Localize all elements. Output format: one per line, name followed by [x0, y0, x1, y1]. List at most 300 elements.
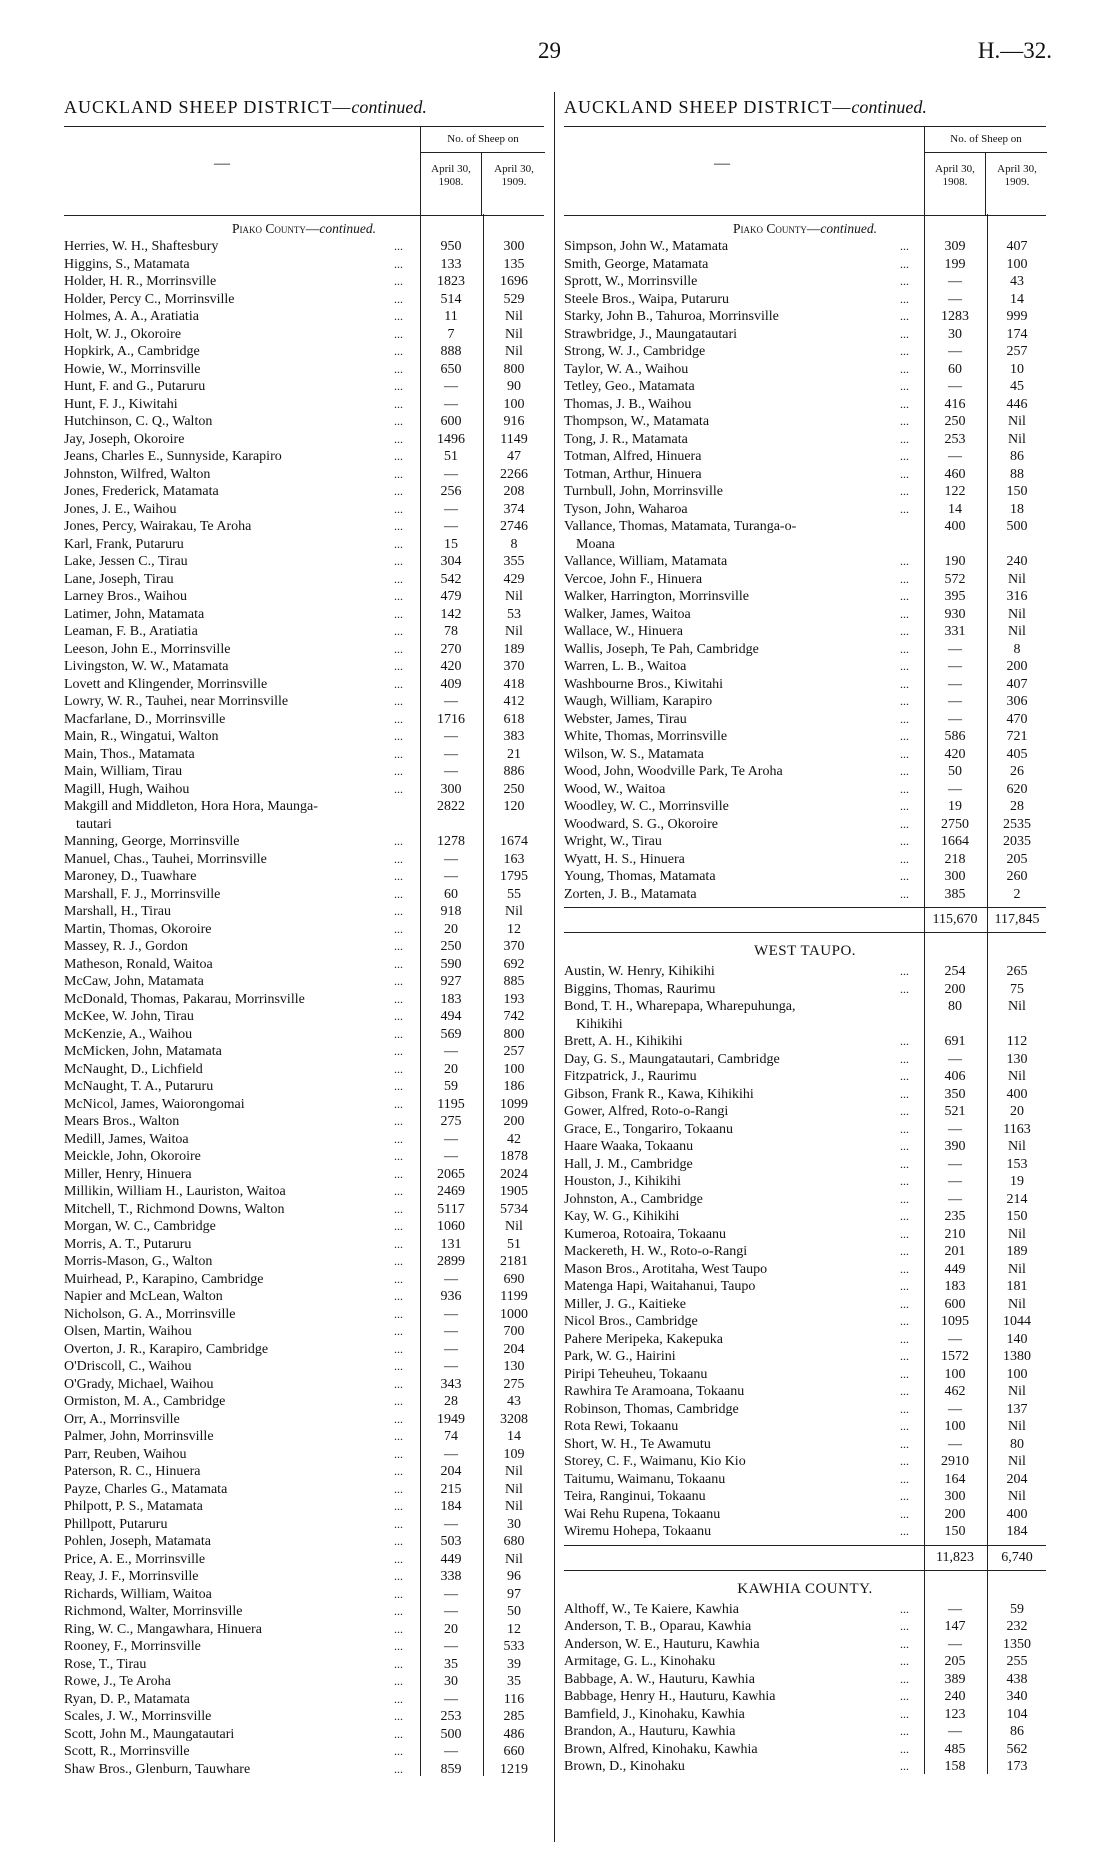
sheep-1908: 449	[944, 1261, 966, 1277]
sheep-1909: 1795	[500, 869, 528, 884]
leader-dots: ...	[900, 256, 909, 271]
sheep-1908: —	[948, 781, 962, 797]
leader-dots: ...	[900, 1244, 909, 1258]
table-row	[564, 1243, 1046, 1261]
sheep-1908: 514	[440, 291, 462, 307]
sheep-1908: 420	[944, 746, 966, 762]
sheep-1909: 88	[1010, 466, 1024, 482]
holder-name: Makgill and Middleton, Hora Hora, Maunga-	[64, 799, 318, 814]
holder-name: Walker, James, Waitoa	[564, 606, 691, 622]
holder-name: Orr, A., Morrinsville	[64, 1411, 180, 1427]
table-row	[564, 746, 1046, 764]
leader-dots: ...	[394, 1429, 403, 1443]
table-row	[64, 553, 544, 571]
table-row	[64, 1743, 544, 1761]
table-row	[564, 1436, 1046, 1454]
sheep-1908: —	[444, 466, 458, 482]
table-row	[564, 1296, 1046, 1314]
leader-dots: ...	[900, 414, 909, 428]
table-row	[564, 658, 1046, 676]
sheep-1908: 1716	[437, 711, 465, 727]
sheep-1909: 59	[1010, 1601, 1024, 1617]
leader-dots: ...	[394, 1586, 403, 1601]
leader-dots: ...	[394, 1376, 403, 1391]
holder-name: Martin, Thomas, Okoroire	[64, 921, 212, 937]
table-row	[564, 1506, 1046, 1524]
holder-name: Vallance, Thomas, Matamata, Turanga-o-	[564, 519, 797, 534]
sheep-1909: 562	[1006, 1741, 1028, 1757]
holder-name: Hunt, F. J., Kiwitahi	[64, 396, 178, 412]
holder-name: Brown, Alfred, Kinohaku, Kawhia	[564, 1741, 758, 1757]
sheep-1908: 51	[444, 449, 458, 464]
sheep-1909: 1099	[500, 1096, 528, 1112]
sheep-1908: —	[444, 1324, 458, 1339]
table-row	[564, 501, 1046, 519]
holder-name: Storey, C. F., Waimanu, Kio Kio	[564, 1454, 746, 1469]
leader-dots: ...	[900, 1156, 909, 1171]
sheep-1909: 1380	[1003, 1349, 1031, 1364]
holder-name: Marshall, H., Tirau	[64, 904, 171, 919]
sheep-1909: 8	[1013, 641, 1021, 657]
sheep-1908: 250	[440, 939, 462, 954]
column-rule	[924, 214, 925, 1774]
sheep-1909: Nil	[1008, 1419, 1026, 1434]
sheep-1908: 503	[440, 1534, 462, 1549]
leader-dots: ...	[394, 1534, 403, 1548]
sheep-1908: 158	[944, 1759, 966, 1774]
leader-dots: ...	[900, 816, 909, 831]
leader-dots: ...	[900, 1121, 909, 1136]
holder-name: Lowry, W. R., Tauhei, near Morrinsville	[64, 694, 289, 709]
sheep-1908: 420	[440, 659, 462, 674]
sheep-1909: Nil	[1008, 1454, 1026, 1469]
holder-name: Price, A. E., Morrinsville	[64, 1551, 206, 1567]
leader-dots: ...	[900, 501, 909, 516]
leader-dots: ...	[394, 991, 403, 1006]
leader-dots: ...	[394, 624, 403, 638]
sheep-1908: 201	[944, 1244, 966, 1259]
sheep-1909: 173	[1006, 1759, 1028, 1774]
table-row	[64, 1078, 544, 1096]
holder-name: Jay, Joseph, Okoroire	[64, 431, 185, 447]
sheep-1909: 2746	[500, 519, 528, 534]
sheep-1908: 385	[944, 886, 966, 902]
sheep-1909: 257	[503, 1044, 525, 1059]
holder-name: Livingston, W. W., Matamata	[64, 659, 229, 674]
sheep-1908: 60	[444, 886, 458, 902]
sheep-1908: 199	[944, 256, 966, 272]
sheep-1909: 204	[1006, 1471, 1028, 1487]
holder-name: Sprott, W., Morrinsville	[564, 274, 698, 289]
holder-name: Babbage, A. W., Hauturu, Kawhia	[564, 1671, 755, 1687]
leader-dots: ...	[900, 309, 909, 323]
holder-name: Starky, John B., Tahuroa, Morrinsville	[564, 309, 779, 324]
table-row	[564, 1653, 1046, 1671]
table-row	[564, 1366, 1046, 1384]
holder-name: Totman, Alfred, Hinuera	[564, 449, 702, 464]
leader-dots: ...	[394, 1236, 403, 1251]
leader-dots: ...	[394, 1709, 403, 1723]
table-row	[64, 1096, 544, 1114]
sheep-1908: —	[444, 746, 458, 762]
leader-dots: ...	[394, 1149, 403, 1163]
holder-name: Nicol Bros., Cambridge	[564, 1314, 698, 1329]
holder-name: Main, R., Wingatui, Walton	[64, 729, 219, 744]
sheep-1908: 1496	[437, 431, 465, 447]
holder-name: Kumeroa, Rotoaira, Tokaanu	[564, 1226, 727, 1242]
sheep-1908: 28	[444, 1394, 458, 1409]
sheep-1909: 690	[503, 1271, 525, 1287]
sheep-1908: —	[444, 1044, 458, 1059]
leader-dots: ...	[900, 571, 909, 586]
holder-name: Holder, Percy C., Morrinsville	[64, 291, 235, 307]
sheep-1909: 214	[1006, 1191, 1028, 1207]
sheep-1908: —	[948, 1174, 962, 1189]
sheep-1908: —	[444, 1639, 458, 1654]
holder-name: Piripi Teheuheu, Tokaanu	[564, 1366, 708, 1382]
table-row	[64, 1253, 544, 1271]
leader-dots: ...	[394, 1551, 403, 1566]
leader-dots: ...	[900, 1506, 909, 1521]
table-row	[564, 798, 1046, 816]
sheep-1908: —	[444, 1446, 458, 1462]
holder-name: Wright, W., Tirau	[564, 834, 662, 849]
sheep-1909: 200	[503, 1114, 525, 1129]
table-row	[564, 1453, 1046, 1471]
table-row	[64, 273, 544, 291]
sheep-1909: 886	[503, 764, 525, 779]
sheep-1908: 542	[440, 571, 462, 587]
section-title-left	[64, 97, 544, 118]
leader-dots: ...	[900, 449, 909, 463]
table-row	[64, 1148, 544, 1166]
sheep-1908: —	[948, 676, 962, 692]
table-row	[564, 1103, 1046, 1121]
piako-total-1908: 115,670	[932, 912, 978, 927]
leader-dots: ...	[900, 1226, 909, 1241]
sheep-1908: 390	[944, 1139, 966, 1154]
table-row	[64, 1481, 544, 1499]
holder-name: Hopkirk, A., Cambridge	[64, 344, 200, 359]
sheep-1909: 500	[1006, 519, 1028, 534]
sheep-1908: —	[948, 641, 962, 657]
sheep-1908: —	[444, 519, 458, 534]
sheep-1908: 1664	[941, 834, 969, 849]
holder-name: Warren, L. B., Waitoa	[564, 659, 687, 674]
sheep-1909: 86	[1010, 1724, 1024, 1739]
holder-name: Park, W. G., Hairini	[564, 1349, 676, 1364]
sheep-1908: —	[444, 1744, 458, 1759]
table-row	[64, 256, 544, 274]
sheep-1909: 692	[503, 956, 525, 972]
holder-name: Taitumu, Waimanu, Tokaanu	[564, 1471, 726, 1487]
leader-dots: ...	[394, 1289, 403, 1303]
table-row	[564, 781, 1046, 799]
sheep-1909: 30	[507, 1516, 521, 1532]
leader-dots: ...	[394, 1184, 403, 1198]
holder-name: Manning, George, Morrinsville	[64, 834, 240, 849]
holder-name: Strong, W. J., Cambridge	[564, 344, 706, 359]
leader-dots: ...	[394, 904, 403, 918]
leader-dots: ...	[394, 1341, 403, 1356]
table-row	[64, 1358, 544, 1376]
sheep-1909: 355	[503, 554, 525, 569]
sheep-1909: 100	[503, 1061, 525, 1077]
sheep-1908: 200	[944, 981, 966, 997]
sheep-1909: Nil	[1008, 571, 1026, 587]
table-row	[64, 956, 544, 974]
table-row	[64, 991, 544, 1009]
sheep-1908: 270	[440, 641, 462, 657]
leader-dots: ...	[900, 1191, 909, 1206]
leader-dots: ...	[900, 964, 909, 978]
table-row	[564, 518, 1046, 536]
sheep-1909: 90	[507, 379, 521, 394]
sheep-1908: 164	[944, 1471, 966, 1487]
sheep-1908: 331	[944, 624, 966, 639]
sheep-1909: 189	[1006, 1244, 1028, 1259]
holder-name: Miller, J. G., Kaitieke	[564, 1296, 686, 1312]
holder-name: Mears Bros., Walton	[64, 1114, 180, 1129]
sheep-1909: 260	[1006, 869, 1028, 884]
sheep-1909: 14	[1010, 291, 1024, 307]
leader-dots: ...	[900, 869, 909, 883]
table-row	[564, 963, 1046, 981]
leader-dots: ...	[900, 1279, 909, 1293]
sheep-1908: 927	[440, 974, 462, 989]
sheep-1908: —	[444, 1586, 458, 1602]
leader-dots: ...	[394, 501, 403, 516]
sheep-1909: 2024	[500, 1166, 528, 1182]
table-row	[64, 1393, 544, 1411]
sheep-1908: 14	[948, 501, 962, 517]
table-row	[564, 326, 1046, 344]
table-row	[64, 291, 544, 309]
sheep-1909: 39	[507, 1656, 521, 1672]
sheep-1908: 2469	[437, 1184, 465, 1199]
holder-name: Young, Thomas, Matamata	[564, 869, 716, 884]
table-row	[564, 1348, 1046, 1366]
table-row	[64, 1568, 544, 1586]
sheep-1909: 100	[503, 396, 525, 412]
holder-name: Fitzpatrick, J., Raurimu	[564, 1069, 697, 1084]
sheep-1908: 400	[944, 519, 966, 534]
sheep-1909: 412	[503, 694, 525, 709]
table-row	[564, 431, 1046, 449]
table-row	[64, 1376, 544, 1394]
table-row	[64, 1218, 544, 1236]
leader-dots: ...	[394, 676, 403, 691]
left-column	[64, 97, 544, 1778]
holder-name: Olsen, Martin, Waihou	[64, 1324, 192, 1339]
sheep-1909: 275	[503, 1376, 525, 1392]
sheep-1909: 1350	[1003, 1636, 1031, 1652]
sheep-1909: 20	[1010, 1104, 1024, 1119]
holder-name: Wilson, W. S., Matamata	[564, 746, 704, 762]
holder-name: Kay, W. G., Kihikihi	[564, 1209, 680, 1224]
table-row	[64, 1621, 544, 1639]
sheep-1908: 389	[944, 1671, 966, 1687]
table-row	[564, 1051, 1046, 1069]
sheep-1909: 186	[503, 1079, 525, 1094]
table-row	[64, 588, 544, 606]
leader-dots: ...	[900, 886, 909, 901]
leader-dots: ...	[900, 484, 909, 498]
sheep-1908: 1278	[437, 834, 465, 849]
table-row	[64, 1656, 544, 1674]
sheep-1908: 20	[444, 921, 458, 937]
holder-name: Wiremu Hohepa, Tokaanu	[564, 1524, 712, 1539]
sheep-1909: 383	[503, 729, 525, 744]
sheep-1908: 131	[440, 1236, 462, 1252]
holder-name: Mackereth, H. W., Roto-o-Rangi	[564, 1244, 748, 1259]
table-row	[64, 1673, 544, 1691]
sheep-1909: 35	[507, 1674, 521, 1689]
holder-name: Parr, Reuben, Waihou	[64, 1446, 187, 1462]
table-row	[64, 466, 544, 484]
table-row	[564, 1723, 1046, 1741]
leader-dots: ...	[394, 1744, 403, 1758]
sheep-1909: 400	[1006, 1506, 1028, 1522]
leader-dots: ...	[900, 1619, 909, 1633]
table-row-continuation	[564, 536, 1046, 554]
sheep-1909: 407	[1006, 239, 1028, 254]
leader-dots: ...	[900, 1471, 909, 1486]
holder-name: McMicken, John, Matamata	[64, 1044, 222, 1059]
sheep-1909: 112	[1006, 1034, 1028, 1049]
table-row	[64, 1603, 544, 1621]
leader-dots: ...	[394, 886, 403, 901]
sheep-1909: 300	[503, 239, 525, 254]
leader-dots: ...	[900, 1489, 909, 1503]
sheep-1908: —	[948, 1156, 962, 1172]
sheep-1909: 5734	[500, 1201, 528, 1217]
sheep-1909: 55	[507, 886, 521, 902]
sheep-1908: 74	[444, 1429, 458, 1444]
sheep-1908: 936	[440, 1289, 462, 1304]
holder-name: Overton, J. R., Karapiro, Cambridge	[64, 1341, 269, 1357]
table-row	[564, 981, 1046, 999]
leader-dots: ...	[900, 431, 909, 446]
sheep-1908: 1060	[437, 1219, 465, 1234]
sheep-1909: 885	[503, 974, 525, 989]
sheep-1908: 59	[444, 1079, 458, 1094]
sheep-1909: 10	[1010, 361, 1024, 377]
sheep-1908: 60	[948, 361, 962, 377]
holder-name: Waugh, William, Karapiro	[564, 694, 713, 709]
table-row	[564, 1068, 1046, 1086]
holder-name: Muirhead, P., Karapino, Cambridge	[64, 1271, 264, 1287]
holder-name: Paterson, R. C., Hinuera	[64, 1464, 201, 1479]
sheep-1909: 407	[1006, 676, 1028, 692]
holder-name: McKee, W. John, Tirau	[64, 1009, 194, 1024]
sheep-1909: Nil	[505, 344, 523, 359]
table-row	[64, 623, 544, 641]
county-name: Piako County—	[231, 221, 320, 236]
sheep-1909: 189	[503, 641, 525, 657]
leader-dots: ...	[900, 1296, 909, 1311]
table-row	[64, 606, 544, 624]
leader-dots: ...	[900, 274, 909, 288]
leader-dots: ...	[900, 1436, 909, 1451]
sheep-1909: 1149	[500, 431, 528, 447]
table-row	[564, 833, 1046, 851]
holder-name: Morgan, W. C., Cambridge	[64, 1219, 216, 1234]
leader-dots: ...	[394, 466, 403, 481]
sheep-1909: Nil	[1008, 414, 1026, 429]
table-row	[564, 1401, 1046, 1419]
leader-dots: ...	[394, 1674, 403, 1688]
sheep-1908: —	[444, 1516, 458, 1532]
holder-name: Wyatt, H. S., Hinuera	[564, 851, 685, 867]
sheep-1909: 184	[1006, 1524, 1028, 1539]
sheep-1908: —	[444, 1359, 458, 1374]
holder-name: Turnbull, John, Morrinsville	[564, 484, 723, 499]
leader-dots: ...	[900, 641, 909, 656]
leader-dots: ...	[394, 1166, 403, 1181]
holder-name: Webster, James, Tirau	[564, 711, 687, 727]
sheep-1908: 240	[944, 1689, 966, 1704]
document-reference: H.—32.	[977, 38, 1052, 63]
section-title-continued: continued.	[351, 97, 427, 117]
sheep-1909: 370	[503, 939, 525, 954]
leader-dots: ...	[394, 1271, 403, 1286]
leader-dots: ...	[394, 554, 403, 568]
sheep-1908: —	[444, 729, 458, 744]
sheep-1909: 700	[503, 1324, 525, 1339]
sheep-1909: 80	[1010, 1436, 1024, 1452]
holder-name: Phillpott, Putaruru	[64, 1516, 168, 1532]
holder-name: Lake, Jessen C., Tirau	[64, 554, 188, 569]
sheep-1908: 80	[948, 999, 962, 1014]
holder-name: Morris-Mason, G., Walton	[64, 1254, 213, 1269]
table-row	[564, 1313, 1046, 1331]
table-row	[64, 763, 544, 781]
sheep-1909: 205	[1006, 851, 1028, 867]
leader-dots: ...	[394, 484, 403, 498]
sheep-1909: Nil	[505, 326, 523, 342]
sheep-1908: 19	[948, 799, 962, 814]
leader-dots: ...	[394, 1481, 403, 1496]
sheep-1909: 163	[503, 851, 525, 867]
leader-dots: ...	[900, 1454, 909, 1468]
sheep-1908: 147	[944, 1619, 966, 1634]
holder-name: Ormiston, M. A., Cambridge	[64, 1394, 226, 1409]
holder-name: Main, Thos., Matamata	[64, 746, 195, 762]
sheep-1908: —	[948, 711, 962, 727]
leader-dots: ...	[900, 291, 909, 306]
leader-dots: ...	[394, 1096, 403, 1111]
holder-name: Althoff, W., Te Kaiere, Kawhia	[564, 1601, 740, 1617]
table-row	[564, 623, 1046, 641]
leader-dots: ...	[900, 1139, 909, 1153]
table-row	[564, 1471, 1046, 1489]
leader-dots: ...	[394, 974, 403, 988]
table-row	[64, 1411, 544, 1429]
holder-name: Leeson, John E., Morrinsville	[64, 641, 231, 657]
sheep-1909: 174	[1006, 326, 1028, 342]
date-1909-header: April 30, 1909.	[997, 163, 1037, 188]
table-row	[64, 728, 544, 746]
leader-dots: ...	[900, 1314, 909, 1328]
table-row	[64, 1306, 544, 1324]
sheep-1908: 500	[440, 1726, 462, 1742]
leader-dots: ...	[900, 1349, 909, 1363]
table-row	[64, 746, 544, 764]
sheep-1909: Nil	[505, 1481, 523, 1497]
sheep-1908: 35	[444, 1656, 458, 1672]
sheep-1909: 1219	[500, 1761, 528, 1777]
